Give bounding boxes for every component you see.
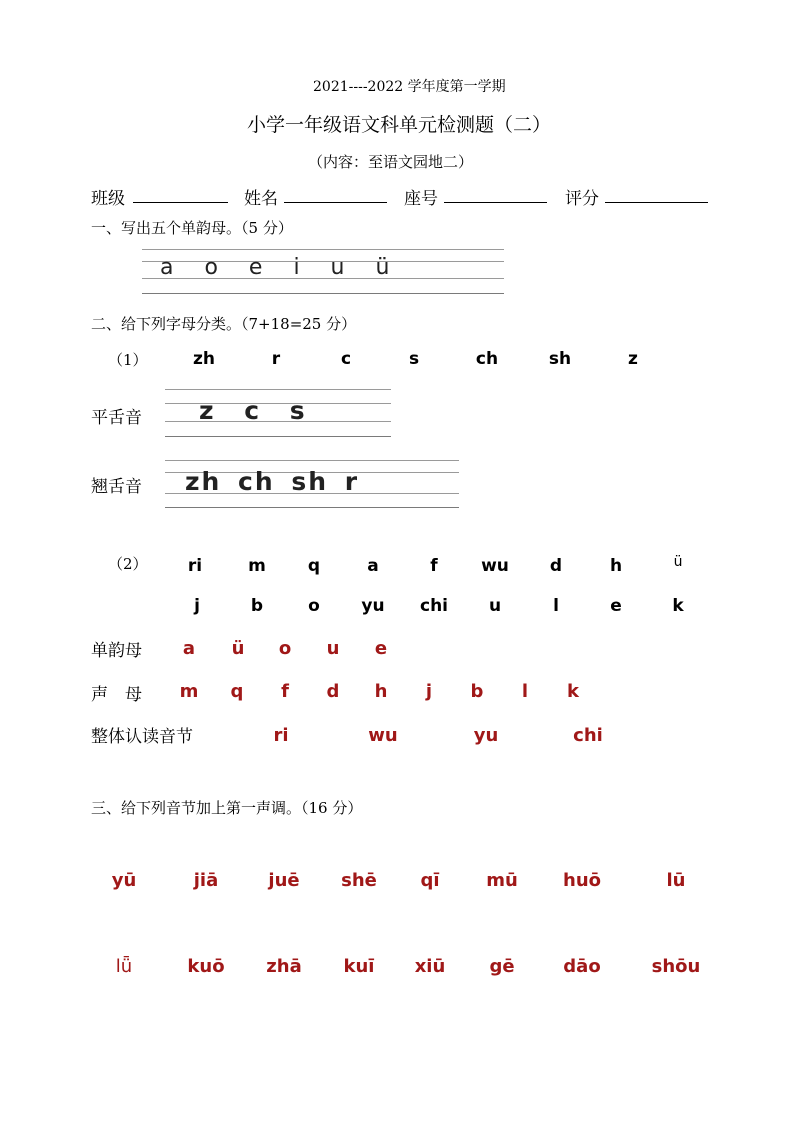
part2-letter: o bbox=[308, 596, 320, 616]
seat-label: 座号 bbox=[404, 189, 438, 209]
initial-answer: m bbox=[179, 681, 199, 702]
tone-syllable: huō bbox=[563, 870, 601, 891]
tone-syllable: qī bbox=[420, 870, 440, 891]
seat-field[interactable] bbox=[444, 202, 547, 203]
tone-syllable: yū bbox=[111, 870, 137, 891]
score-field[interactable] bbox=[605, 202, 708, 203]
part1-letter: z bbox=[628, 349, 638, 369]
initial-answer: f bbox=[281, 681, 289, 702]
part2-letter: wu bbox=[481, 556, 509, 576]
retroflex-answer: zh ch sh r bbox=[185, 467, 360, 496]
part1-letter: r bbox=[271, 349, 281, 369]
name-field[interactable] bbox=[284, 202, 387, 203]
single-finals-label: 单韵母 bbox=[91, 641, 142, 661]
class-field[interactable] bbox=[133, 202, 228, 203]
tone-syllable: mū bbox=[486, 870, 518, 891]
part2-letter: u bbox=[488, 596, 502, 616]
tone-syllable: juē bbox=[268, 870, 300, 891]
initial-answer: j bbox=[425, 681, 433, 702]
page-title: 小学一年级语文科单元检测题（二） bbox=[247, 114, 552, 136]
part2-letter: h bbox=[609, 556, 623, 576]
section1-answer-grid bbox=[142, 249, 504, 295]
initials-label: 声 母 bbox=[91, 685, 142, 705]
single-final-answer: a bbox=[182, 638, 196, 659]
score-label: 评分 bbox=[565, 189, 599, 209]
whole-syllable-answer: yu bbox=[473, 725, 499, 746]
page-subtitle: （内容：至语文园地二） bbox=[308, 153, 474, 171]
retroflex-answer-grid bbox=[165, 460, 459, 508]
whole-syllables-label: 整体认读音节 bbox=[91, 727, 193, 747]
part2-letter: q bbox=[307, 556, 321, 576]
part2-letter: chi bbox=[419, 596, 449, 616]
initial-answer: b bbox=[470, 681, 484, 702]
tone-syllable: shē bbox=[341, 870, 377, 891]
tone-syllable: kuī bbox=[343, 956, 375, 977]
single-final-answer: o bbox=[278, 638, 292, 659]
initial-answer: q bbox=[230, 681, 244, 702]
school-year: 2021----2022 学年度第一学期 bbox=[313, 79, 506, 95]
whole-syllable-answer: chi bbox=[573, 725, 603, 746]
part2-letter: yu bbox=[361, 596, 385, 616]
part1-letter: sh bbox=[548, 349, 572, 369]
tone-syllable: dāo bbox=[563, 956, 601, 977]
single-final-answer: ü bbox=[231, 638, 245, 659]
part1-letter: ch bbox=[475, 349, 499, 369]
initial-answer: d bbox=[326, 681, 340, 702]
tone-syllable: lǖ bbox=[115, 956, 133, 977]
tone-syllable: gē bbox=[489, 956, 515, 977]
whole-syllable-answer: ri bbox=[273, 725, 289, 746]
part1-label: （1） bbox=[108, 351, 148, 369]
initial-answer: l bbox=[521, 681, 529, 702]
part1-letter: c bbox=[340, 349, 352, 369]
section1-heading: 一、写出五个单韵母。（5 分） bbox=[91, 219, 293, 237]
tone-syllable: jiā bbox=[193, 870, 219, 891]
part2-letter: d bbox=[549, 556, 563, 576]
part2-letter: l bbox=[553, 596, 559, 616]
part2-letter: k bbox=[672, 596, 684, 616]
part1-letter: s bbox=[408, 349, 420, 369]
initial-answer: k bbox=[567, 681, 579, 702]
part2-letter: j bbox=[194, 596, 200, 616]
retroflex-label: 翘舌音 bbox=[91, 477, 142, 497]
part2-letter: a bbox=[367, 556, 379, 576]
flat-tongue-label: 平舌音 bbox=[91, 408, 142, 428]
part2-letter: ü bbox=[673, 554, 683, 570]
part2-label: （2） bbox=[108, 555, 148, 573]
tone-syllable: xiū bbox=[414, 956, 446, 977]
tone-syllable: lū bbox=[666, 870, 686, 891]
tone-syllable: kuō bbox=[187, 956, 225, 977]
section2-heading: 二、给下列字母分类。（7+18=25 分） bbox=[91, 315, 357, 333]
section3-heading: 三、给下列音节加上第一声调。（16 分） bbox=[91, 799, 363, 817]
part2-letter: f bbox=[430, 556, 438, 576]
single-final-answer: u bbox=[326, 638, 340, 659]
name-label: 姓名 bbox=[244, 189, 278, 209]
flat-tongue-answer: z c s bbox=[199, 396, 311, 425]
part2-letter: m bbox=[248, 556, 266, 576]
flat-tongue-answer-grid bbox=[165, 389, 391, 437]
part1-letter: zh bbox=[193, 349, 215, 369]
single-final-answer: e bbox=[374, 638, 388, 659]
section1-answer: a o e i u ü bbox=[160, 255, 395, 280]
part2-letter: e bbox=[610, 596, 622, 616]
whole-syllable-answer: wu bbox=[368, 725, 398, 746]
class-label: 班级 bbox=[91, 189, 125, 209]
tone-syllable: zhā bbox=[266, 956, 302, 977]
part2-letter: b bbox=[250, 596, 264, 616]
tone-syllable: shōu bbox=[651, 956, 701, 977]
part2-letter: ri bbox=[187, 556, 203, 576]
initial-answer: h bbox=[374, 681, 388, 702]
